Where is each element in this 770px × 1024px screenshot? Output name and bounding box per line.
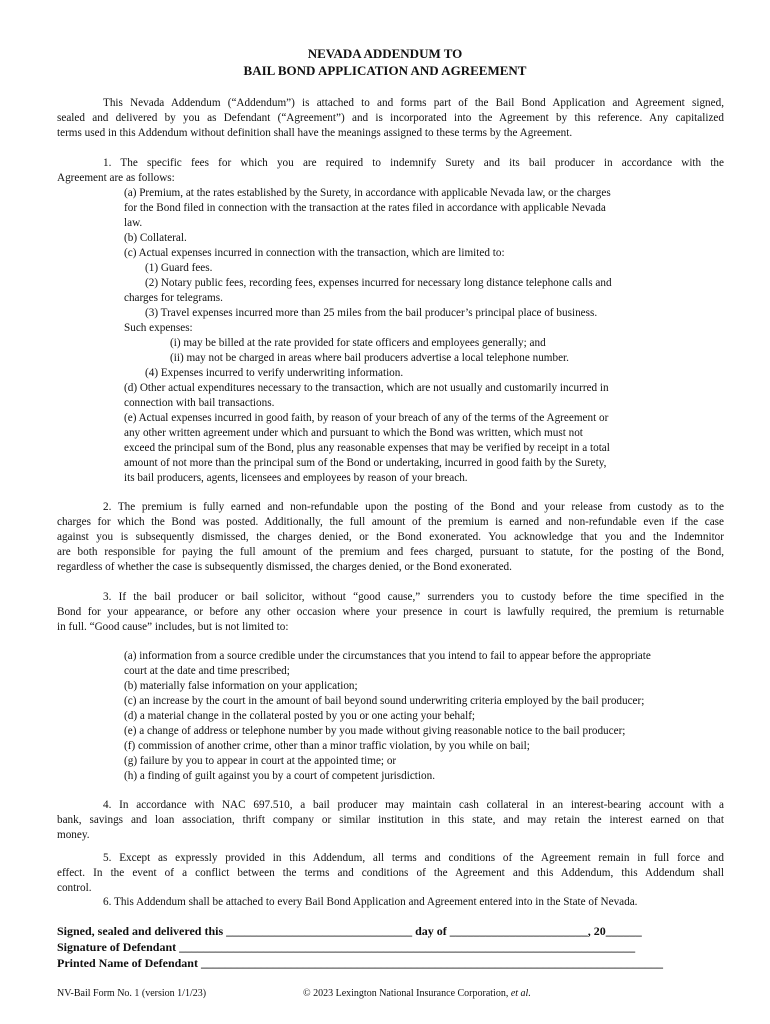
- section-4-line: bank, savings and loan association, thrift company or similar institution in this state, and may retain the interest earned on that: [57, 814, 724, 826]
- good-cause-item: (e) a change of address or telephone number by you made without giving reasonable notice to the bail producer;: [124, 725, 626, 737]
- section-4-line: money.: [57, 829, 90, 841]
- section-3-line: 3. If the bail producer or bail solicitor, without “good cause,” surrenders you to custody before the time specified in the: [103, 591, 724, 603]
- section-1-line: (i) may be billed at the rate provided for state officers and employees generally; and: [170, 337, 546, 349]
- intro-line: sealed and delivered by you as Defendant (“Agreement”) and is incorporated into the Agreement by this reference. Any capitalized: [57, 112, 724, 124]
- section-2-line: charges for which the Bond was posted. Additionally, the full amount of the premium is earned and non-refundable even if the case: [57, 516, 724, 528]
- section-1-line: (2) Notary public fees, recording fees, expenses incurred for necessary long distance telephone calls and: [145, 277, 612, 289]
- section-1-line: (3) Travel expenses incurred more than 25 miles from the bail producer’s principal place of business.: [145, 307, 598, 319]
- good-cause-item: (a) information from a source credible under the circumstances that you intend to fail to appear before the appropriate: [124, 650, 651, 662]
- section-1-line: (c) Actual expenses incurred in connection with the transaction, which are limited to:: [124, 247, 505, 259]
- section-2-line: 2. The premium is fully earned and non-refundable upon the posting of the Bond and your release from custody as to the: [103, 501, 724, 513]
- section-5-line: effect. In the event of a conflict between the terms and conditions of the Agreement and this Addendum, this Addendum shall: [57, 867, 724, 879]
- section-5-line: control.: [57, 882, 92, 894]
- section-1-line: for the Bond filed in connection with the transaction at the rates filed in accordance with applicable Nevada: [124, 202, 606, 214]
- section-1-line: Agreement are as follows:: [57, 172, 175, 184]
- section-2-line: regardless of whether the case is subsequently dismissed, the charges denied, or the Bond exonerated.: [57, 561, 512, 573]
- section-1-line: its bail producers, agents, licensees and employees by reason of your breach.: [124, 472, 468, 484]
- section-2-line: against you is subsequently dismissed, the charges denied, or the Bond exonerated. You acknowledge that you and the Indemnitor: [57, 531, 724, 543]
- good-cause-item: (f) commission of another crime, other than a minor traffic violation, by you while on bail;: [124, 740, 530, 752]
- signed-date-line[interactable]: Signed, sealed and delivered this _______________________________ day of _______________________, 20______: [57, 924, 642, 938]
- section-1-line: exceed the principal sum of the Bond, plus any reasonable expenses that may be verified by receipt in a total: [124, 442, 610, 454]
- section-1-line: Such expenses:: [124, 322, 193, 334]
- section-4-line: 4. In accordance with NAC 697.510, a bail producer may maintain cash collateral in an interest-bearing account with a: [103, 799, 724, 811]
- section-6-line: 6. This Addendum shall be attached to every Bail Bond Application and Agreement entered into in the State of Nevada.: [103, 896, 638, 908]
- section-1-line: (b) Collateral.: [124, 232, 187, 244]
- section-1-line: (4) Expenses incurred to verify underwriting information.: [145, 367, 404, 379]
- section-1-line: (1) Guard fees.: [145, 262, 213, 274]
- form-number: NV-Bail Form No. 1 (version 1/1/23): [57, 988, 207, 999]
- section-1-line: connection with bail transactions.: [124, 397, 275, 409]
- section-2-line: are both responsible for paying the full amount of the premium and fees charged, pursuant to statute, for the posting of the Bond,: [57, 546, 724, 558]
- defendant-signature-line[interactable]: Signature of Defendant ____________________________________________________________________________: [57, 940, 636, 954]
- section-1-line: 1. The specific fees for which you are required to indemnify Surety and its bail producer in accordance with the: [103, 157, 724, 169]
- good-cause-item: (c) an increase by the court in the amount of bail beyond sound underwriting criteria employed by the bail producer;: [124, 695, 645, 707]
- section-1-line: (ii) may not be charged in areas where bail producers advertise a local telephone number.: [170, 352, 569, 364]
- section-3-line: Bond for your appearance, or before any other occasion where your presence in court is lawfully required, the premium is returnable: [57, 606, 724, 618]
- section-1-line: (d) Other actual expenditures necessary to the transaction, which are not usually and customarily incurred in: [124, 382, 609, 394]
- good-cause-item: (h) a finding of guilt against you by a court of competent jurisdiction.: [124, 770, 436, 782]
- copyright-etal: et al.: [510, 988, 531, 999]
- intro-line: terms used in this Addendum without definition shall have the meanings assigned to these terms by the Agreement.: [57, 127, 573, 139]
- document-title-line-1: NEVADA ADDENDUM TO: [307, 46, 463, 61]
- document-title-line-2: BAIL BOND APPLICATION AND AGREEMENT: [243, 63, 527, 78]
- good-cause-item: (b) materially false information on your application;: [124, 680, 358, 692]
- section-1-line: amount of not more than the principal sum of the Bond or undertaking, incurred in good faith by the Surety,: [124, 457, 607, 469]
- section-3-line: in full. “Good cause” includes, but is not limited to:: [57, 621, 289, 633]
- intro-line: This Nevada Addendum (“Addendum”) is attached to and forms part of the Bail Bond Application and Agreement signed,: [103, 97, 724, 109]
- section-5-line: 5. Except as expressly provided in this Addendum, all terms and conditions of the Agreement remain in full force and: [103, 852, 724, 864]
- section-1-line: (e) Actual expenses incurred in good faith, by reason of your breach of any of the terms of the Agreement or: [124, 412, 609, 424]
- section-1-line: charges for telegrams.: [124, 292, 223, 304]
- copyright-text: © 2023 Lexington National Insurance Corporation,: [303, 988, 509, 999]
- good-cause-item: (d) a material change in the collateral posted by you or one acting your behalf;: [124, 710, 476, 722]
- copyright-notice: [303, 988, 531, 1000]
- defendant-printed-name-line[interactable]: Printed Name of Defendant _____________________________________________________________________________: [57, 956, 663, 970]
- section-1-line: (a) Premium, at the rates established by the Surety, in accordance with applicable Nevada law, or the charges: [124, 187, 611, 199]
- section-1-line: any other written agreement under which and pursuant to which the Bond was written, which must not: [124, 427, 583, 439]
- section-1-line: law.: [124, 217, 143, 229]
- good-cause-item: court at the date and time prescribed;: [124, 665, 290, 677]
- good-cause-item: (g) failure by you to appear in court at the appointed time; or: [124, 755, 397, 767]
